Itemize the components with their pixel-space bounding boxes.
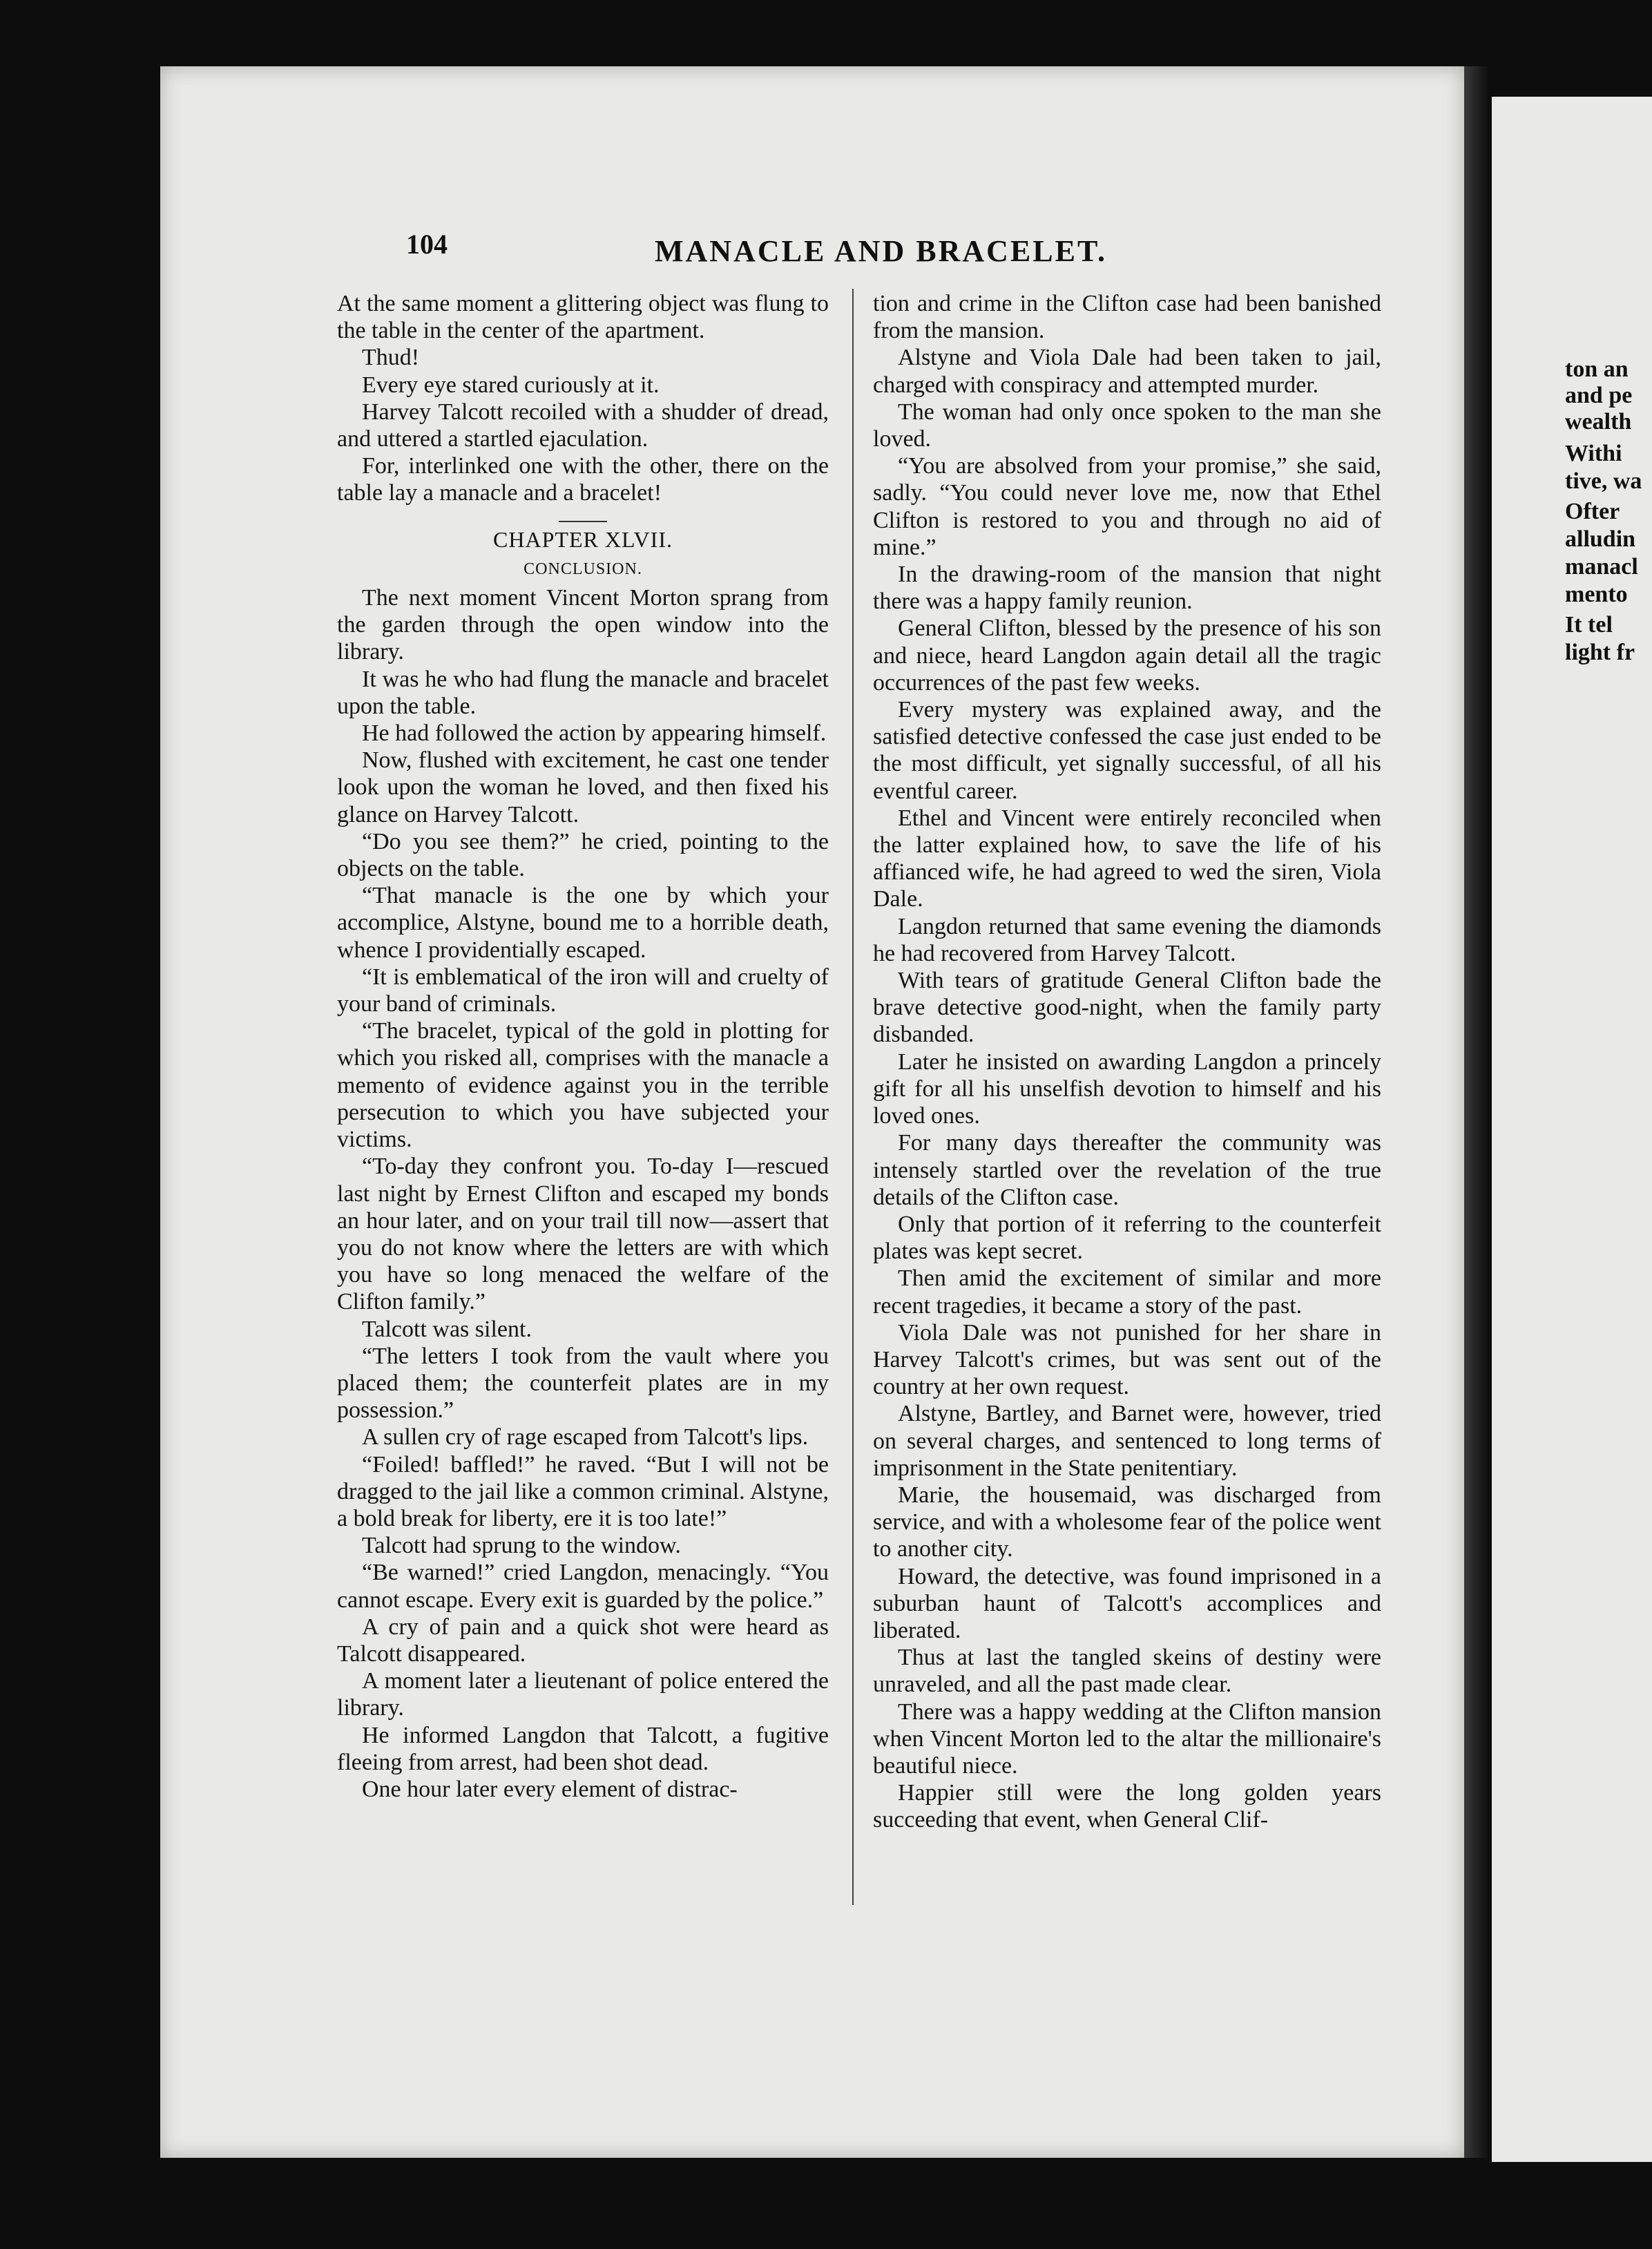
chapter-heading [337,521,829,553]
paragraph: General Clifton, blessed by the presence of his son and niece, heard Langdon again detail all the tragic occurrences of the past few weeks. [873,615,1381,696]
fragment-line: alludin [1565,526,1636,552]
paragraph: A sullen cry of rage escaped from Talcott's lips. [362,1424,809,1451]
page-number: 104 [406,229,448,260]
fragment-line: ton an [1565,356,1629,382]
paragraph: “Foiled! baffled!” he raved. “But I will not be dragged to the jail like a common criminal. Alstyne, a bold break for liberty, ere it is too late!” [337,1451,829,1531]
paragraph: Thus at last the tangled skeins of destiny were unraveled, and all the past made clear. [873,1645,1381,1698]
paragraph: Langdon returned that same evening the diamonds he had recovered from Harvey Talcott. [873,913,1381,966]
paragraph: “That manacle is the one by which your accomplice, Alstyne, bound me to a horrible death, whence I providentially escaped. [337,883,829,963]
paragraph: Thud! [362,345,420,371]
paragraph: Viola Dale was not punished for her share in Harvey Talcott's crimes, but was sent out of the country at her own request. [873,1319,1381,1400]
paragraph: tion and crime in the Clifton case had been banished from the mansion. [873,291,1381,344]
paragraph: Alstyne and Viola Dale had been taken to jail, charged with conspiracy and attempted murder. [873,345,1381,398]
paragraph: Only that portion of it referring to the counterfeit plates was kept secret. [873,1211,1381,1265]
paragraph: Later he insisted on awarding Langdon a princely gift for all his unselfish devotion to himself and his loved ones. [873,1049,1381,1129]
paragraph: Alstyne, Bartley, and Barnet were, however, tried on several charges, and sentenced to long terms of imprisonment in the State penitentiary. [873,1401,1381,1481]
paragraph: At the same moment a glittering object was flung to the table in the center of the apartment. [337,291,829,344]
fragment-line: wealth [1565,409,1632,434]
chapter-subheading: CONCLUSION. [524,559,642,578]
fragment-line: Withi [1565,441,1622,466]
fragment-line: tive, wa [1565,468,1642,494]
paragraph: With tears of gratitude General Clifton bade the brave detective good-night, when the family party disbanded. [873,968,1381,1048]
paragraph: The woman had only once spoken to the man she loved. [873,399,1381,452]
paragraph: “You are absolved from your promise,” she said, sadly. “You could never love me, now that Ethel Clifton is restored to you and through no aid of mine.” [873,453,1381,560]
paragraph: “It is emblematical of the iron will and cruelty of your band of criminals. [337,964,829,1017]
chapter-title: CHAPTER XLVII. [493,526,673,552]
paragraph: For, interlinked one with the other, there on the table lay a manacle and a bracelet! [337,453,829,506]
right-column [873,290,1381,1834]
paragraph: “Be warned!” cried Langdon, menacingly. “You cannot escape. Every exit is guarded by the police.” [337,1560,829,1613]
fragment-line: Ofter [1565,499,1620,524]
adjacent-page-fragment [1492,97,1652,2162]
paragraph: “To-day they confront you. To-day I—rescued last night by Ernest Clifton and escaped my bonds an hour later, and on your trail till now—assert that you do not know where the letters are with which you have so long menaced the welfare of the Clifton family.” [337,1154,829,1315]
page-gutter [1464,66,1489,2158]
fragment-line: mento [1565,582,1628,607]
fragment-line: light fr [1565,640,1635,665]
paragraph: He had followed the action by appearing himself. [362,720,827,747]
paragraph: Every eye stared curiously at it. [362,372,660,398]
paragraph: Happier still were the long golden years succeeding that event, when General Clif- [873,1780,1381,1833]
paragraph: He informed Langdon that Talcott, a fugitive fleeing from arrest, had been shot dead. [337,1722,829,1775]
fragment-line: manacl [1565,554,1638,580]
paragraph: The next moment Vincent Morton sprang from the garden through the open window into the library. [337,585,829,665]
left-column [337,290,829,1803]
paragraph: Ethel and Vincent were entirely reconciled when the latter explained how, to save the life of his affianced wife, he had agreed to wed the siren, Viola Dale. [873,805,1381,912]
fragment-line: and pe [1565,383,1633,408]
paragraph: One hour later every element of distrac- [362,1776,738,1802]
paragraph: Harvey Talcott recoiled with a shudder of dread, and uttered a startled ejaculation. [337,399,829,452]
fragment-line: It tel [1565,612,1613,638]
paragraph: Talcott had sprung to the window. [362,1533,681,1559]
paragraph: Then amid the excitement of similar and more recent tragedies, it became a story of the past. [873,1265,1381,1319]
paragraph: A moment later a lieutenant of police entered the library. [337,1668,829,1721]
paragraph: Howard, the detective, was found imprisoned in a suburban haunt of Talcott's accomplices and liberated. [873,1563,1381,1643]
paragraph: A cry of pain and a quick shot were heard as Talcott disappeared. [337,1614,829,1667]
running-header: MANACLE AND BRACELET. [655,234,1108,268]
paragraph: “The letters I took from the vault where you placed them; the counterfeit plates are in my possession.” [337,1343,829,1424]
paragraph: There was a happy wedding at the Clifton mansion when Vincent Morton led to the altar the millionaire's beautiful niece. [873,1698,1381,1779]
paragraph: In the drawing-room of the mansion that night there was a happy family reunion. [873,562,1381,615]
paragraph: Every mystery was explained away, and the satisfied detective confessed the case just ended to be the most difficult, yet signally successful, of all his eventful career. [873,697,1381,804]
paragraph: For many days thereafter the community was intensely startled over the revelation of the true details of the Clifton case. [873,1130,1381,1210]
paragraph: “Do you see them?” he cried, pointing to the objects on the table. [337,828,829,882]
paragraph: Marie, the housemaid, was discharged from service, and with a wholesome fear of the police went to another city. [873,1482,1381,1562]
paragraph: It was he who had flung the manacle and bracelet upon the table. [337,666,829,719]
chapter-rule [559,521,607,522]
paragraph: “The bracelet, typical of the gold in plotting for which you risked all, comprises with the manacle a memento of evidence against you in the terrible persecution to which you have subjected your victims. [337,1018,829,1153]
column-divider [852,289,854,1905]
paragraph: Talcott was silent. [362,1316,532,1342]
paragraph: Now, flushed with excitement, he cast one tender look upon the woman he loved, and then fixed his glance on Harvey Talcott. [337,747,829,827]
